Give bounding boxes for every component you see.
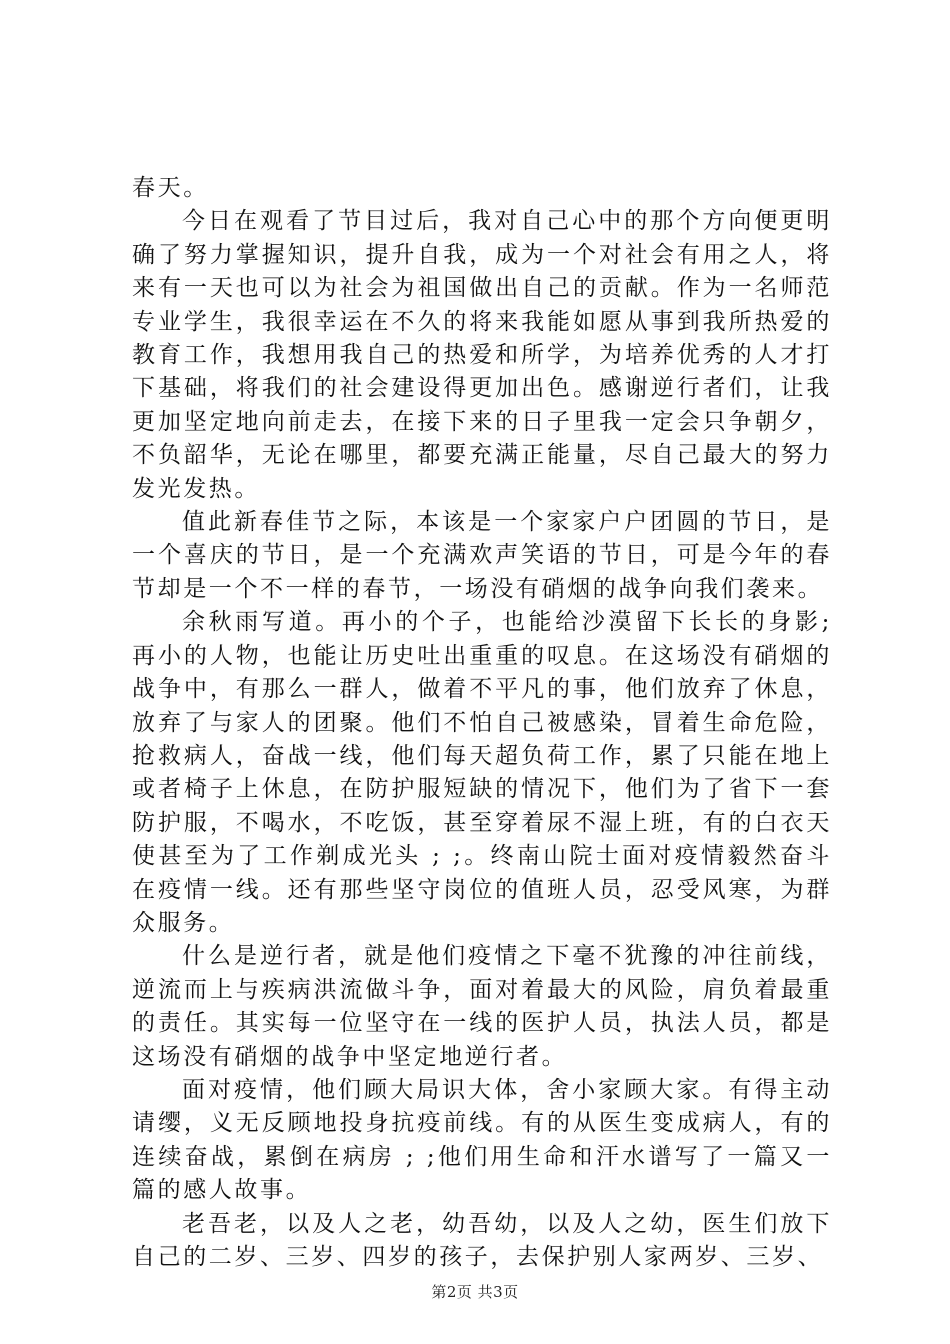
paragraph: 春天。 <box>132 175 209 201</box>
paragraph: 面对疫情，他们顾大局识大体，舍小家顾大家。有得主动请缨，义无反顾地投身抗疫前线。有的从医生变成病人，有的连续奋战，累倒在病房 ; ;他们用生命和汗水谱写了一篇又一篇的感人故事。 <box>132 1076 832 1204</box>
page-number-footer: 第2页 共3页 <box>431 1283 519 1301</box>
paragraph: 余秋雨写道。再小的个子，也能给沙漠留下长长的身影;再小的人物，也能让历史吐出重重的叹息。在这场没有硝烟的战争中，有那么一群人，做着不平凡的事，他们放弃了休息，放弃了与家人的团聚。他们不怕自己被感染，冒着生命危险，抢救病人，奋战一线，他们每天超负荷工作，累了只能在地上或者椅子上休息，在防护服短缺的情况下，他们为了省下一套防护服，不喝水，不吃饭，甚至穿着尿不湿上班，有的白衣天使甚至为了工作剃成光头 ; ;。终南山院士面对疫情毅然奋斗在疫情一线。还有那些坚守岗位的值班人员，忍受风寒，为群众服务。 <box>132 609 832 936</box>
paragraph: 老吾老，以及人之老，幼吾幼，以及人之幼，医生们放下自己的二岁、三岁、四岁的孩子，去保护别人家两岁、三岁、 <box>132 1210 832 1270</box>
paragraph: 什么是逆行者，就是他们疫情之下毫不犹豫的冲往前线，逆流而上与疾病洪流做斗争，面对着最大的风险，肩负着最重的责任。其实每一位坚守在一线的医护人员，执法人员，都是这场没有硝烟的战争中坚定地逆行者。 <box>132 943 832 1070</box>
paragraph: 值此新春佳节之际，本该是一个家家户户团圆的节日，是一个喜庆的节日，是一个充满欢声笑语的节日，可是今年的春节却是一个不一样的春节，一场没有硝烟的战争向我们袭来。 <box>132 509 832 602</box>
document-body <box>132 172 832 1274</box>
paragraph: 今日在观看了节目过后，我对自己心中的那个方向便更明确了努力掌握知识，提升自我，成为一个对社会有用之人，将来有一天也可以为社会为祖国做出自己的贡献。作为一名师范专业学生，我很幸运在不久的将来我能如愿从事到我所热爱的教育工作，我想用我自己的热爱和所学，为培养优秀的人才打下基础，将我们的社会建设得更加出色。感谢逆行者们，让我更加坚定地向前走去，在接下来的日子里我一定会只争朝夕，不负韶华，无论在哪里，都要充满正能量，尽自己最大的努力发光发热。 <box>132 208 832 502</box>
